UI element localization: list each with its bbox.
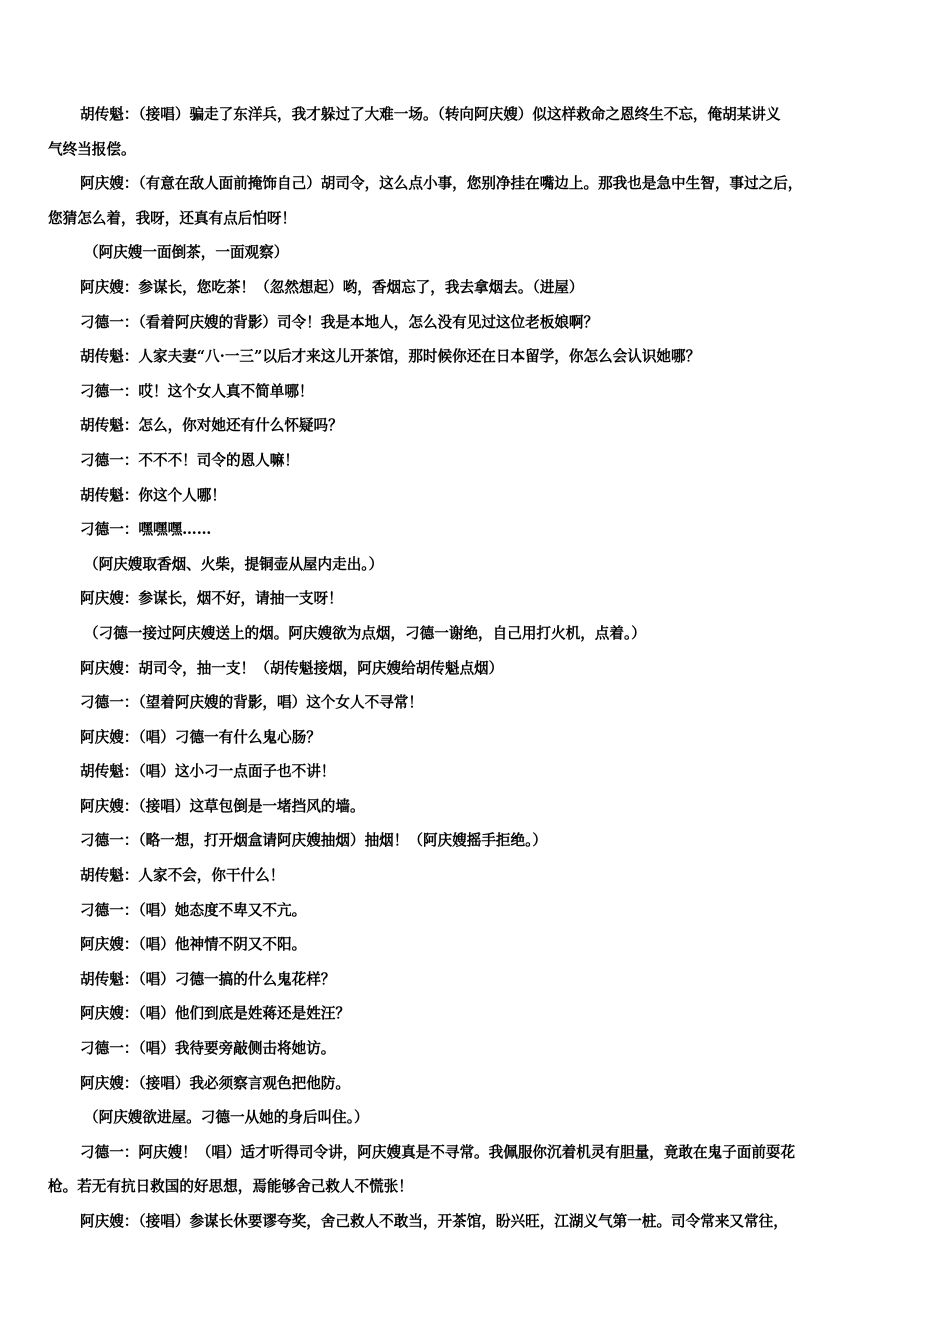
dialogue-line: 胡传魁：（唱）这小刁一点面子也不讲！ bbox=[80, 763, 336, 781]
dialogue-line: 刁德一：（略一想，打开烟盒请阿庆嫂抽烟）抽烟！（阿庆嫂摇手拒绝。） bbox=[80, 832, 547, 850]
dialogue-line: 阿庆嫂：（唱）他神情不阴又不阳。 bbox=[80, 936, 307, 954]
dialogue-line: 刁德一：（看着阿庆嫂的背影）司令！我是本地人，怎么没有见过这位老板娘啊？ bbox=[80, 313, 599, 331]
dialogue-line: 刁德一：（唱）她态度不卑又不亢。 bbox=[80, 901, 307, 919]
dialogue-line: 枪。若无有抗日救国的好思想，焉能够舍己救人不慌张！ bbox=[48, 1178, 413, 1196]
dialogue-line: 阿庆嫂：（唱）他们到底是姓蒋还是姓汪？ bbox=[80, 1005, 350, 1023]
dialogue-line: 胡传魁：（唱）刁德一搞的什么鬼花样？ bbox=[80, 970, 336, 988]
dialogue-line: 阿庆嫂：（唱）刁德一有什么鬼心肠？ bbox=[80, 728, 321, 746]
stage-direction: （刁德一接过阿庆嫂送上的烟。阿庆嫂欲为点烟，刁德一谢绝，自己用打火机，点着。） bbox=[84, 624, 646, 642]
dialogue-line: 阿庆嫂：（接唱）这草包倒是一堵挡风的墙。 bbox=[80, 797, 365, 815]
dialogue-line: 刁德一：（唱）我待要旁敲侧击将她访。 bbox=[80, 1040, 336, 1058]
dialogue-line: 阿庆嫂：参谋长，您吃茶！（忽然想起）哟，香烟忘了，我去拿烟去。（进屋） bbox=[80, 278, 584, 296]
dialogue-line: 阿庆嫂：胡司令，抽一支！（胡传魁接烟，阿庆嫂给胡传魁点烟） bbox=[80, 659, 504, 677]
dialogue-line: 阿庆嫂：（有意在敌人面前掩饰自己）胡司令，这么点小事，您别净挂在嘴边上。那我也是急中生智，事过之后， bbox=[80, 175, 803, 193]
dialogue-line: 刁德一：哎！这个女人真不简单哪！ bbox=[80, 382, 314, 400]
dialogue-line: 刁德一：（望着阿庆嫂的背影，唱）这个女人不寻常！ bbox=[80, 694, 423, 712]
dialogue-line: 您猜怎么着，我呀，还真有点后怕呀！ bbox=[48, 209, 297, 227]
dialogue-line: 气终当报偿。 bbox=[48, 140, 136, 158]
stage-direction: （阿庆嫂欲进屋。刁德一从她的身后叫住。） bbox=[84, 1109, 369, 1127]
dialogue-line: 刁德一：阿庆嫂！（唱）适才听得司令讲，阿庆嫂真是不寻常。我佩服你沉着机灵有胆量，竟敢在鬼子面前耍花 bbox=[80, 1143, 796, 1161]
dialogue-line: 阿庆嫂：参谋长，烟不好，请抽一支呀！ bbox=[80, 590, 343, 608]
dialogue-line: 胡传魁：人家夫妻“八·一三”以后才来这儿开茶馆，那时候你还在日本留学，你怎么会认识她哪？ bbox=[80, 348, 701, 366]
dialogue-line: 阿庆嫂：（接唱）我必须察言观色把他防。 bbox=[80, 1074, 350, 1092]
stage-direction: （阿庆嫂一面倒茶，一面观察） bbox=[84, 244, 289, 262]
dialogue-line: 胡传魁：你这个人哪！ bbox=[80, 486, 226, 504]
dialogue-line: 胡传魁：怎么，你对她还有什么怀疑吗？ bbox=[80, 417, 343, 435]
dialogue-line: 刁德一：不不不！司令的恩人嘛！ bbox=[80, 451, 299, 469]
dialogue-line: 胡传魁：（接唱）骗走了东洋兵，我才躲过了大难一场。（转向阿庆嫂）似这样救命之恩终生不忘，俺胡某讲义 bbox=[80, 106, 781, 123]
dialogue-line: 阿庆嫂：（接唱）参谋长休要谬夸奖，舍己救人不敢当，开茶馆，盼兴旺，江湖义气第一桩。司令常来又常往， bbox=[80, 1213, 788, 1230]
dialogue-line: 刁德一：嘿嘿嘿…… bbox=[80, 521, 212, 539]
dialogue-line: 胡传魁：人家不会，你干什么！ bbox=[80, 867, 285, 885]
stage-direction: （阿庆嫂取香烟、火柴，提铜壶从屋内走出。） bbox=[84, 555, 384, 573]
